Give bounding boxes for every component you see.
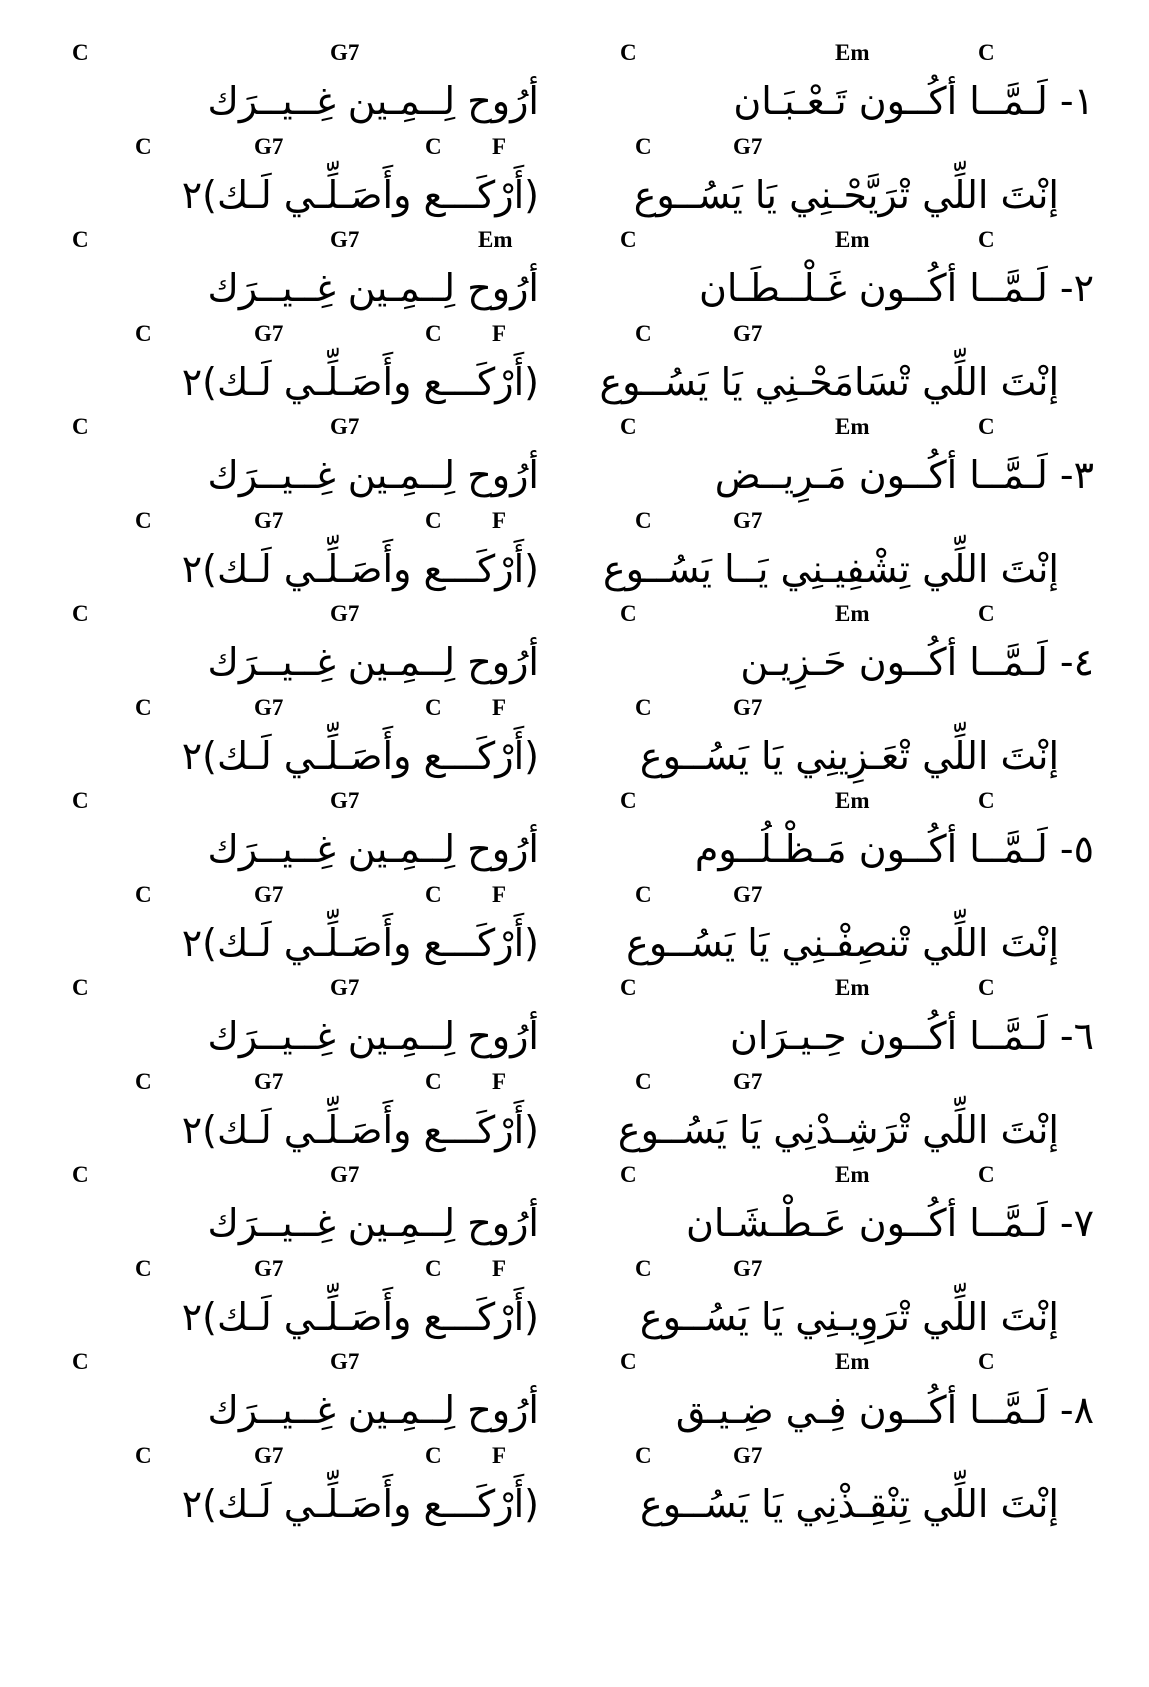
chord-label: G7 <box>254 507 284 533</box>
chorus-lyric-right: إنْتَ اللِّي تِنْقِـذْنِي يَا يَسُــوع <box>640 1481 1059 1526</box>
chord-label: Em <box>835 414 870 439</box>
chorus-line <box>0 882 1149 982</box>
chorus-lyric-right: إنْتَ اللِّي تْرَشِـدْنِي يَا يَسُــوع <box>617 1107 1059 1152</box>
chorus-lyric-left: (أَرْكَـــع وأَصَـلِّـي لَـك)٢ <box>181 733 539 778</box>
chord-label: G7 <box>733 1442 763 1468</box>
chord-label: G7 <box>330 975 360 1000</box>
chorus-lyric-left: (أَرْكَـــع وأَصَـلِّـي لَـك)٢ <box>181 1107 539 1152</box>
chord-label: C <box>620 1162 637 1187</box>
verse-lyric-right: ٢- لَـمَّــا أكُــون غَـلْــطَـان <box>699 266 1094 310</box>
verse-lyric-right: ٣- لَـمَّــا أكُــون مَـرِيــض <box>714 453 1094 497</box>
chorus-lyric-right: إنْتَ اللِّي تْسَامَحْـنِي يَا يَسُــوع <box>599 359 1059 404</box>
chord-label: G7 <box>733 133 763 159</box>
chord-label: C <box>635 694 652 720</box>
chord-label: C <box>635 133 652 159</box>
chord-label: C <box>135 694 152 720</box>
verse-lyric-right: ٧- لَـمَّــا أكُــون عَـطْـشَـان <box>686 1201 1094 1245</box>
chord-label: G7 <box>254 1255 284 1281</box>
chord-label: C <box>978 227 995 252</box>
chord-label: C <box>635 507 652 533</box>
chord-label: C <box>620 227 637 252</box>
verse-line <box>0 1162 1149 1262</box>
chord-label: G7 <box>733 881 763 907</box>
chord-label: G7 <box>733 1255 763 1281</box>
chord-label: Em <box>835 1349 870 1374</box>
chorus-lyric-right: إنْتَ اللِّي تْنصِفْـنِي يَا يَسُــوع <box>626 920 1059 965</box>
chord-label: G7 <box>733 320 763 346</box>
chord-label: G7 <box>733 507 763 533</box>
chord-label: C <box>635 1442 652 1468</box>
chord-label: G7 <box>330 601 360 626</box>
chord-label: G7 <box>330 1162 360 1187</box>
chord-label: C <box>620 975 637 1000</box>
verse-line <box>0 788 1149 888</box>
verse-lyric-left: أرُوح لِــمِـين غِــيــرَك <box>207 1014 539 1058</box>
verse-lyric-left: أرُوح لِــمِـين غِــيــرَك <box>207 266 539 310</box>
chorus-lyric-left: (أَرْكَـــع وأَصَـلِّـي لَـك)٢ <box>181 1294 539 1339</box>
chorus-lyric-right: إنْتَ اللِّي تْرَيَّحْـنِي يَا يَسُــوع <box>633 172 1059 217</box>
chord-label: G7 <box>254 694 284 720</box>
chord-label: C <box>425 694 442 720</box>
chord-label: C <box>635 881 652 907</box>
chord-label: C <box>425 1442 442 1468</box>
verse-line <box>0 1349 1149 1449</box>
chord-label: F <box>492 1068 507 1094</box>
verse-lyric-left: أرُوح لِــمِـين غِــيــرَك <box>207 1201 539 1245</box>
verse-lyric-left: أرُوح لِــمِـين غِــيــرَك <box>207 1388 539 1432</box>
chord-label: C <box>620 40 637 65</box>
chord-label: C <box>72 788 89 813</box>
chorus-lyric-left: (أَرْكَـــع وأَصَـلِّـي لَـك)٢ <box>181 172 539 217</box>
chord-label: C <box>425 133 442 159</box>
chord-label: F <box>492 320 507 346</box>
chord-label: G7 <box>733 694 763 720</box>
chorus-lyric-left: (أَرْكَـــع وأَصَـلِّـي لَـك)٢ <box>181 359 539 404</box>
chord-label: G7 <box>330 414 360 439</box>
chord-label: F <box>492 1442 507 1468</box>
chord-label: Em <box>478 227 513 252</box>
verse-lyric-left: أرُوح لِــمِـين غِــيــرَك <box>207 827 539 871</box>
chorus-line <box>0 508 1149 608</box>
chord-label: G7 <box>330 227 360 252</box>
chord-label: C <box>135 881 152 907</box>
verse-lyric-left: أرُوح لِــمِـين غِــيــرَك <box>207 453 539 497</box>
chorus-line <box>0 1443 1149 1543</box>
chord-label: C <box>635 320 652 346</box>
verse-lyric-right: ٦- لَـمَّــا أكُــون حِـيـرَان <box>730 1014 1094 1058</box>
chord-label: C <box>978 975 995 1000</box>
verse-line <box>0 414 1149 514</box>
chorus-line <box>0 1069 1149 1169</box>
verse-lyric-right: ٥- لَـمَّــا أكُــون مَـظْـلُــوم <box>694 827 1094 871</box>
chord-label: C <box>72 1162 89 1187</box>
chord-label: Em <box>835 227 870 252</box>
chord-label: G7 <box>254 1442 284 1468</box>
verse-lyric-right: ١- لَـمَّــا أكُــون تَـعْـبَـان <box>733 79 1094 123</box>
chord-label: G7 <box>254 133 284 159</box>
chord-label: G7 <box>733 1068 763 1094</box>
chord-label: G7 <box>254 881 284 907</box>
chorus-line <box>0 134 1149 234</box>
chord-label: C <box>135 1442 152 1468</box>
chord-label: F <box>492 133 507 159</box>
chord-label: C <box>425 507 442 533</box>
chord-label: C <box>135 320 152 346</box>
chord-label: C <box>425 1068 442 1094</box>
verse-lyric-left: أرُوح لِــمِـين غِــيــرَك <box>207 79 539 123</box>
chord-label: C <box>978 40 995 65</box>
chorus-line <box>0 695 1149 795</box>
chord-label: C <box>978 601 995 626</box>
verse-lyric-right: ٨- لَـمَّــا أكُــون فِـي ضِـيـق <box>675 1388 1094 1432</box>
verse-lyric-left: أرُوح لِــمِـين غِــيــرَك <box>207 640 539 684</box>
chord-label: C <box>135 133 152 159</box>
chord-label: G7 <box>254 320 284 346</box>
chord-label: C <box>978 1349 995 1374</box>
chord-label: C <box>72 601 89 626</box>
verse-line <box>0 601 1149 701</box>
chord-label: C <box>72 414 89 439</box>
chord-label: C <box>425 1255 442 1281</box>
chord-label: C <box>72 227 89 252</box>
chorus-lyric-right: إنْتَ اللِّي تْرَوِيـنِي يَا يَسُــوع <box>639 1294 1059 1339</box>
chord-label: C <box>425 881 442 907</box>
chord-label: C <box>620 414 637 439</box>
chord-label: G7 <box>330 1349 360 1374</box>
chord-label: G7 <box>254 1068 284 1094</box>
chord-label: C <box>978 1162 995 1187</box>
chord-label: F <box>492 881 507 907</box>
chorus-line <box>0 1256 1149 1356</box>
chord-label: Em <box>835 40 870 65</box>
verse-line <box>0 40 1149 140</box>
chord-label: C <box>978 788 995 813</box>
verse-line <box>0 227 1149 327</box>
chord-label: C <box>72 1349 89 1374</box>
verse-lyric-right: ٤- لَـمَّــا أكُــون حَـزِيـن <box>740 640 1094 684</box>
chorus-lyric-left: (أَرْكَـــع وأَصَـلِّـي لَـك)٢ <box>181 920 539 965</box>
chord-label: F <box>492 507 507 533</box>
chord-label: Em <box>835 1162 870 1187</box>
chord-label: F <box>492 1255 507 1281</box>
verse-line <box>0 975 1149 1075</box>
chord-label: C <box>72 975 89 1000</box>
chord-label: Em <box>835 975 870 1000</box>
chord-label: C <box>135 1068 152 1094</box>
chord-label: G7 <box>330 40 360 65</box>
chord-label: C <box>978 414 995 439</box>
chord-label: G7 <box>330 788 360 813</box>
chorus-lyric-left: (أَرْكَـــع وأَصَـلِّـي لَـك)٢ <box>181 546 539 591</box>
chord-label: C <box>135 507 152 533</box>
chord-label: C <box>620 1349 637 1374</box>
chorus-line <box>0 321 1149 421</box>
chord-label: C <box>135 1255 152 1281</box>
chord-label: C <box>620 788 637 813</box>
chorus-lyric-right: إنْتَ اللِّي تِشْفِيـنِي يَــا يَسُــوع <box>602 546 1059 591</box>
chord-label: C <box>425 320 442 346</box>
chord-label: F <box>492 694 507 720</box>
chord-label: C <box>635 1068 652 1094</box>
chord-label: C <box>635 1255 652 1281</box>
chord-label: C <box>72 40 89 65</box>
chord-label: C <box>620 601 637 626</box>
chorus-lyric-left: (أَرْكَـــع وأَصَـلِّـي لَـك)٢ <box>181 1481 539 1526</box>
chord-label: Em <box>835 788 870 813</box>
chorus-lyric-right: إنْتَ اللِّي تْعَـزِينِي يَا يَسُــوع <box>639 733 1059 778</box>
chord-label: Em <box>835 601 870 626</box>
